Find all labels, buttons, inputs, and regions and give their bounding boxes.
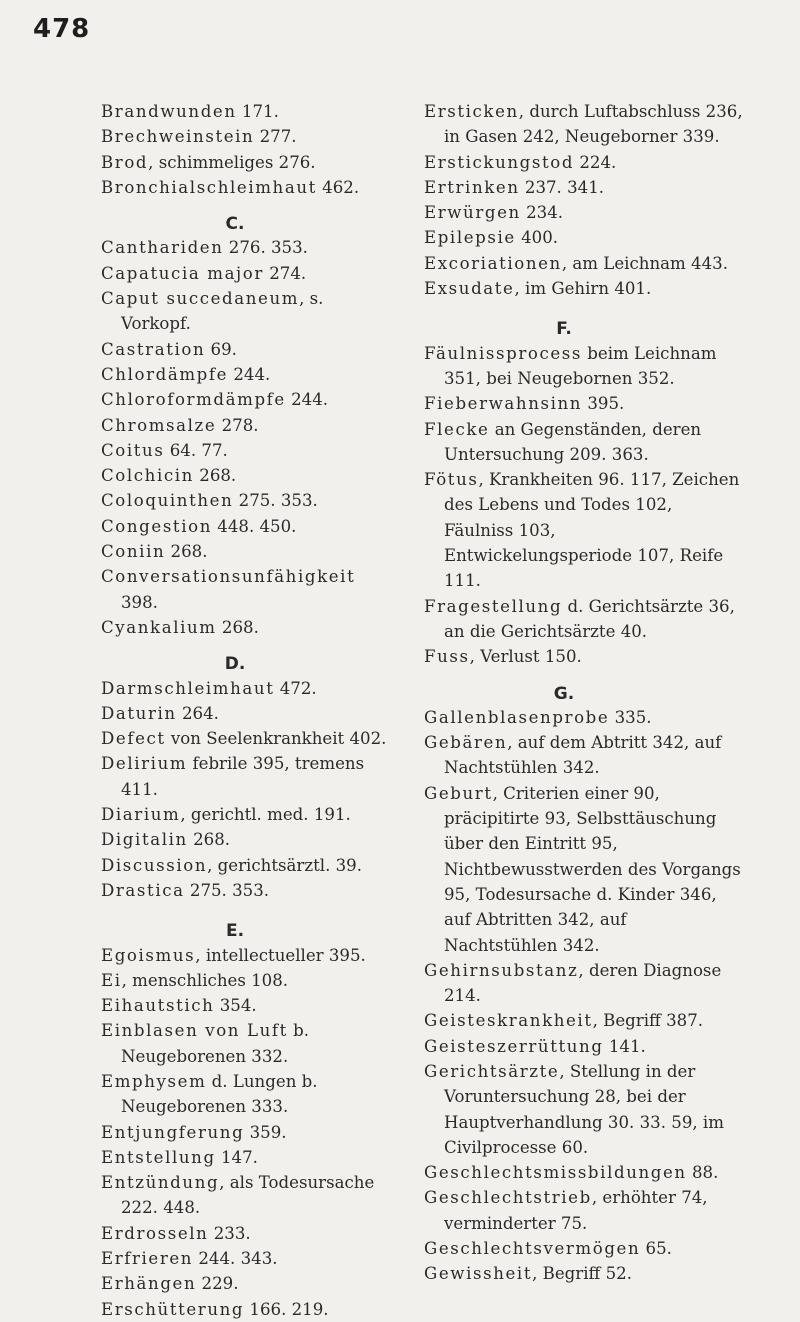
index-entry bbox=[424, 200, 744, 225]
index-group-b bbox=[101, 99, 391, 200]
index-entry bbox=[424, 1261, 744, 1286]
index-entry bbox=[101, 827, 391, 852]
index-references: 224. bbox=[574, 152, 617, 172]
index-entry bbox=[101, 1221, 391, 1246]
letter-heading-d: D. bbox=[224, 654, 246, 675]
index-headword: Erstickungstod bbox=[424, 152, 575, 172]
index-headword: Epilepsie bbox=[424, 228, 516, 248]
index-references: d. Gerichtsärzte 36, an die Gerichtsärzte 40. bbox=[444, 596, 735, 641]
index-entry bbox=[101, 124, 391, 149]
index-entry bbox=[424, 1034, 744, 1059]
index-headword: Brechweinstein bbox=[101, 127, 255, 147]
index-references: , erhöhter 74, verminderter 75. bbox=[444, 1188, 708, 1233]
index-references: , s. Vorkopf. bbox=[121, 289, 324, 334]
index-entry bbox=[424, 175, 744, 200]
index-references: 278. bbox=[216, 415, 259, 435]
index-headword: Defect bbox=[101, 729, 166, 749]
index-entry bbox=[424, 781, 744, 958]
index-entry bbox=[101, 878, 391, 903]
index-headword: Eihautstich bbox=[101, 996, 215, 1016]
index-headword: Ei bbox=[101, 970, 122, 990]
index-headword: Gebären bbox=[424, 733, 508, 753]
index-headword: Gehirnsubstanz bbox=[424, 960, 579, 980]
index-entry bbox=[101, 676, 391, 701]
index-references: 65. bbox=[640, 1239, 672, 1259]
index-references: , Krankheiten 96. 117, Zeichen des Lebens und Todes 102, Fäulniss 103, Entwickelungsperiode 107, Reife 111. bbox=[444, 470, 740, 591]
index-entry bbox=[101, 751, 391, 802]
index-references: 88. bbox=[686, 1163, 719, 1183]
index-column-right bbox=[424, 99, 744, 1287]
index-entry bbox=[101, 1145, 391, 1170]
index-headword: Diarium bbox=[101, 805, 181, 825]
index-references: b. Neugeborenen 332. bbox=[121, 1021, 310, 1066]
index-headword: Fragestellung bbox=[424, 596, 563, 616]
letter-heading-e: E. bbox=[225, 921, 245, 942]
index-headword: Conversationsunfähigkeit bbox=[101, 567, 356, 587]
index-entry bbox=[101, 235, 391, 260]
index-headword: Coniin bbox=[101, 542, 166, 562]
index-headword: Erhängen bbox=[101, 1274, 197, 1294]
index-references: , auf dem Abtritt 342, auf Nachtstühlen 342. bbox=[444, 733, 722, 778]
index-entry bbox=[424, 251, 744, 276]
index-entry bbox=[101, 1246, 391, 1271]
index-headword: Discussion bbox=[101, 855, 208, 875]
index-headword: Caput succedaneum bbox=[101, 289, 300, 309]
index-headword: Erfrieren bbox=[101, 1249, 194, 1269]
index-entry bbox=[424, 594, 744, 645]
index-headword: Coloquinthen bbox=[101, 491, 234, 511]
index-headword: Erschütterung bbox=[101, 1299, 245, 1319]
index-references: 244. 343. bbox=[193, 1249, 278, 1269]
index-entry bbox=[101, 175, 391, 200]
index-entry bbox=[101, 488, 391, 513]
index-references: 395. bbox=[582, 394, 625, 414]
index-entry bbox=[101, 853, 391, 878]
index-references: 166. 219. bbox=[244, 1299, 329, 1319]
index-references: , menschliches 108. bbox=[121, 970, 289, 990]
index-entry bbox=[424, 417, 744, 468]
index-entry bbox=[424, 1160, 744, 1185]
index-entry bbox=[424, 705, 744, 730]
index-references: , Stellung in der Voruntersuchung 28, bei der Hauptverhandlung 30. 33. 59, im Civilprocesse 60. bbox=[444, 1061, 724, 1157]
index-references: 398. bbox=[121, 592, 158, 612]
index-references: febrile 395, tremens 411. bbox=[121, 754, 365, 799]
index-entry bbox=[101, 387, 391, 412]
index-references: , gerichtl. med. 191. bbox=[180, 805, 351, 825]
index-entry bbox=[101, 1120, 391, 1145]
index-headword: Einblasen von Luft bbox=[101, 1021, 288, 1041]
index-headword: Gewissheit bbox=[424, 1264, 533, 1284]
index-references: , intellectueller 395. bbox=[195, 945, 366, 965]
index-headword: Digitalin bbox=[101, 830, 188, 850]
index-entry bbox=[424, 958, 744, 1009]
index-headword: Gerichtsärzte bbox=[424, 1061, 560, 1081]
index-headword: Congestion bbox=[101, 516, 212, 536]
index-headword: Coitus bbox=[101, 440, 165, 460]
index-headword: Fieberwahnsinn bbox=[424, 394, 583, 414]
index-headword: Ersticken bbox=[424, 102, 519, 121]
index-headword: Capatucia major bbox=[101, 263, 264, 283]
index-group-g bbox=[424, 705, 744, 1287]
index-column-left bbox=[101, 99, 391, 1322]
index-headword: Erdrosseln bbox=[101, 1223, 209, 1243]
index-entry bbox=[101, 150, 391, 175]
index-headword: Daturin bbox=[101, 703, 177, 723]
index-headword: Castration bbox=[101, 339, 206, 359]
index-headword: Gallenblasenprobe bbox=[424, 707, 610, 727]
index-references: , durch Luftabschluss 236, in Gasen 242, Neugeborner 339. bbox=[444, 102, 743, 147]
index-references: 472. bbox=[274, 678, 317, 698]
index-headword: Chromsalze bbox=[101, 415, 217, 435]
index-entry bbox=[101, 802, 391, 827]
index-references: 244. bbox=[285, 390, 329, 410]
index-headword: Darmschleimhaut bbox=[101, 678, 275, 698]
index-references: , schimmeliges 276. bbox=[148, 152, 316, 172]
index-headword: Exsudate bbox=[424, 279, 515, 299]
index-references: , Begriff 52. bbox=[532, 1264, 632, 1284]
index-references: 462. bbox=[316, 177, 360, 197]
index-headword: Geisteszerrüttung bbox=[424, 1036, 604, 1056]
index-headword: Cyankalium bbox=[101, 617, 217, 637]
index-entry bbox=[101, 286, 391, 337]
index-entry bbox=[424, 225, 744, 250]
index-references: 354. bbox=[214, 996, 257, 1016]
index-references: von Seelenkrankheit 402. bbox=[165, 729, 387, 749]
index-headword: Erwürgen bbox=[424, 203, 521, 223]
index-headword: Geschlechtstrieb bbox=[424, 1188, 592, 1208]
index-references: 229. bbox=[196, 1274, 239, 1294]
index-entry bbox=[424, 276, 744, 301]
index-headword: Geisteskrankheit bbox=[424, 1011, 593, 1031]
index-references: 359. bbox=[244, 1122, 287, 1142]
index-entry bbox=[101, 438, 391, 463]
index-entry bbox=[101, 362, 391, 387]
index-headword: Drastica bbox=[101, 880, 185, 900]
index-entry bbox=[101, 968, 391, 993]
index-references: , gerichtsärztl. 39. bbox=[207, 855, 363, 875]
index-references: 237. 341. bbox=[519, 177, 605, 197]
index-references: 274. bbox=[263, 263, 307, 283]
index-references: , Begriff 387. bbox=[592, 1011, 704, 1031]
index-references: 147. bbox=[215, 1147, 258, 1167]
index-references: , im Gehirn 401. bbox=[514, 279, 652, 299]
index-headword: Colchicin bbox=[101, 466, 194, 486]
index-group-d bbox=[101, 676, 391, 904]
index-headword: Emphysem bbox=[101, 1071, 207, 1091]
index-headword: Geburt bbox=[424, 783, 493, 803]
index-references: 264. bbox=[176, 703, 219, 723]
index-entry bbox=[424, 341, 744, 392]
index-references: 234. bbox=[520, 203, 564, 223]
index-entry bbox=[424, 99, 744, 150]
index-entry bbox=[101, 1297, 391, 1322]
index-headword: Fäulnissprocess bbox=[424, 343, 582, 363]
index-entry bbox=[101, 539, 391, 564]
index-entry bbox=[424, 1185, 744, 1236]
index-group-e-continued bbox=[424, 99, 744, 301]
letter-heading-f: F. bbox=[556, 319, 572, 340]
index-references: , deren Diagnose 214. bbox=[444, 960, 722, 1006]
index-references: 64. 77. bbox=[164, 440, 228, 460]
index-entry bbox=[424, 150, 744, 175]
index-headword: Fötus bbox=[424, 470, 479, 490]
index-headword: Chlordämpfe bbox=[101, 364, 229, 384]
index-references: , am Leichnam 443. bbox=[561, 253, 728, 273]
index-entry bbox=[424, 391, 744, 416]
index-headword: Entstellung bbox=[101, 1147, 216, 1167]
index-entry bbox=[101, 99, 391, 124]
index-entry bbox=[101, 463, 391, 488]
index-entry bbox=[101, 413, 391, 438]
index-headword: Entjungferung bbox=[101, 1122, 245, 1142]
index-headword: Excoriationen bbox=[424, 253, 562, 273]
index-references: 277. bbox=[254, 127, 297, 147]
index-entry bbox=[101, 993, 391, 1018]
index-references: 69. bbox=[205, 339, 237, 359]
index-references: , als Todesursache 222. 448. bbox=[121, 1173, 375, 1218]
index-references: 268. bbox=[187, 830, 231, 850]
index-references: , Criterien einer 90, präcipitirte 93, Selbsttäuschung über den Eintritt 95, Nichtbewusstwerden des Vorgangs 95, Todesursache d. Kinder 346, auf Abtritten 342, auf Nachtstühlen 342. bbox=[444, 783, 741, 955]
index-headword: Brod bbox=[101, 152, 149, 172]
index-entry bbox=[101, 701, 391, 726]
index-headword: Flecke bbox=[424, 419, 490, 439]
letter-heading-g: G. bbox=[553, 683, 575, 704]
index-headword: Bronchialschleimhaut bbox=[101, 177, 317, 197]
index-entry bbox=[101, 1018, 391, 1069]
index-references: 335. bbox=[609, 707, 652, 727]
index-references: 268. bbox=[216, 617, 259, 637]
index-references: , Verlust 150. bbox=[469, 647, 582, 667]
index-references: 448. 450. bbox=[212, 516, 297, 536]
index-references: 268. bbox=[193, 466, 237, 486]
index-entry bbox=[424, 1008, 744, 1033]
index-entry bbox=[101, 1170, 391, 1221]
index-headword: Canthariden bbox=[101, 238, 224, 258]
index-references: 400. bbox=[515, 228, 559, 248]
index-references: 275. 353. bbox=[184, 880, 270, 900]
index-references: 276. 353. bbox=[223, 238, 308, 258]
index-entry bbox=[424, 1059, 744, 1160]
letter-heading-c: C. bbox=[225, 214, 245, 235]
index-entry bbox=[101, 943, 391, 968]
index-headword: Delirium bbox=[101, 754, 188, 774]
page-number: 478 bbox=[33, 14, 91, 44]
index-group-c bbox=[101, 235, 391, 640]
index-headword: Ertrinken bbox=[424, 177, 520, 197]
index-references: 171. bbox=[236, 102, 279, 121]
index-entry bbox=[101, 1069, 391, 1120]
index-entry bbox=[101, 261, 391, 286]
index-entry bbox=[424, 467, 744, 593]
index-headword: Egoismus bbox=[101, 945, 196, 965]
index-entry bbox=[101, 514, 391, 539]
index-references: 141. bbox=[603, 1036, 646, 1056]
index-references: 244. bbox=[228, 364, 271, 384]
index-entry bbox=[101, 1271, 391, 1296]
index-headword: Fuss bbox=[424, 647, 470, 667]
index-headword: Chloroformdämpfe bbox=[101, 390, 286, 410]
index-references: d. Lungen b. Neugeborenen 333. bbox=[121, 1071, 318, 1117]
index-headword: Brandwunden bbox=[101, 102, 237, 121]
index-entry bbox=[424, 1236, 744, 1261]
index-entry bbox=[424, 730, 744, 781]
index-references: 275. 353. bbox=[233, 491, 318, 511]
index-references: beim Leichnam 351, bei Neugebornen 352. bbox=[444, 343, 717, 388]
index-references: 268. bbox=[165, 542, 208, 562]
index-entry bbox=[101, 337, 391, 362]
index-entry bbox=[424, 644, 744, 669]
index-headword: Geschlechtsvermögen bbox=[424, 1239, 641, 1259]
index-headword: Geschlechtsmissbildungen bbox=[424, 1163, 687, 1183]
index-entry bbox=[101, 615, 391, 640]
index-entry bbox=[101, 726, 391, 751]
index-group-f bbox=[424, 341, 744, 670]
index-references: an Gegenständen, deren Untersuchung 209. 363. bbox=[444, 419, 702, 464]
index-entry bbox=[101, 564, 391, 615]
index-group-e bbox=[101, 943, 391, 1322]
index-references: 233. bbox=[208, 1223, 251, 1243]
index-headword: Entzündung bbox=[101, 1173, 220, 1193]
